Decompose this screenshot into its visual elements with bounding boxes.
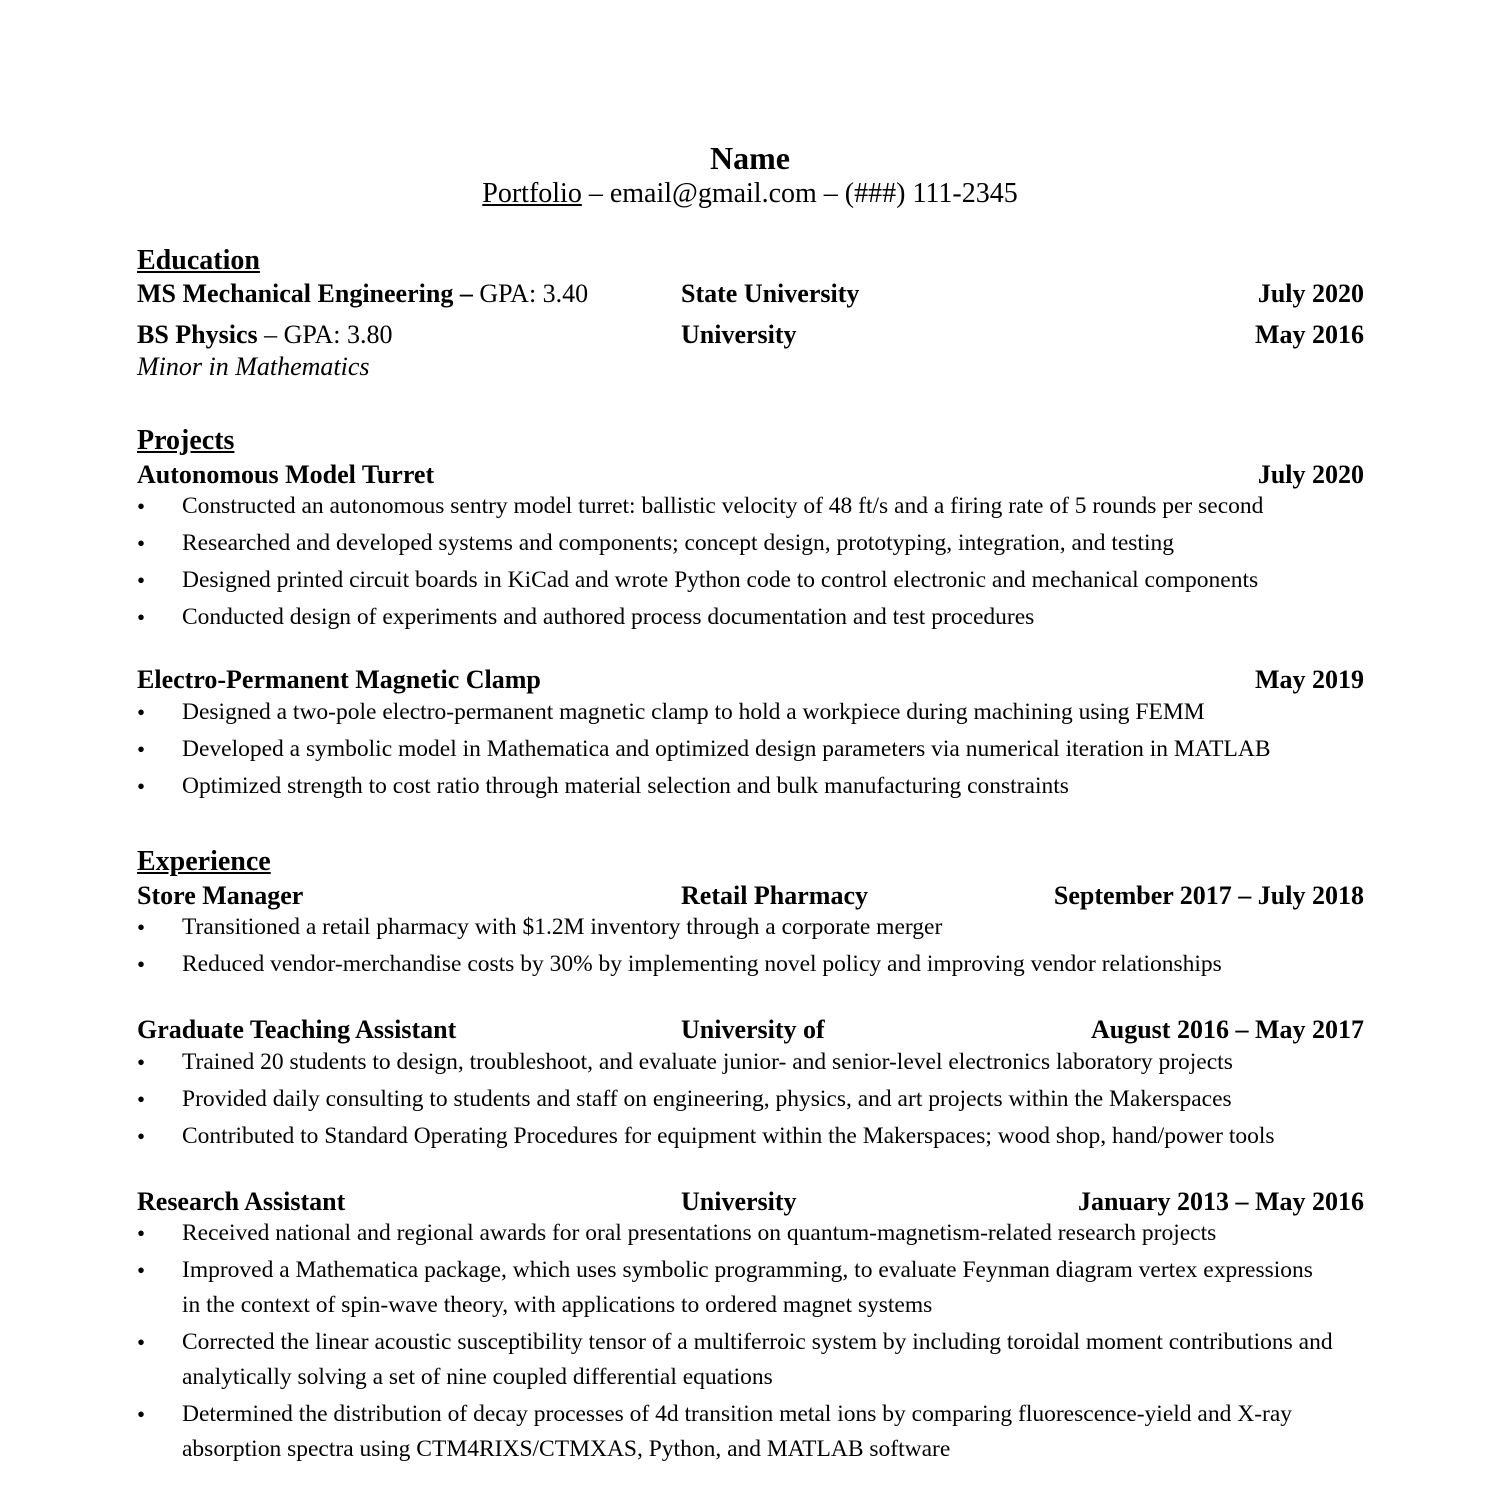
date: July 2020 [1257, 279, 1364, 308]
organization: Retail Pharmacy [681, 881, 869, 910]
list-item: • Reduced vendor-merchandise costs by 30% by implementing novel policy and improving vendor relationships [137, 947, 1367, 982]
list-item: • Developed a symbolic model in Mathematica and optimized design parameters via numerical iteration in MATLAB [137, 732, 1367, 767]
role: Research Assistant [137, 1187, 346, 1216]
list-item: • Conducted design of experiments and authored process documentation and test procedures [137, 600, 1367, 635]
bullet-list [137, 695, 1367, 806]
degree [137, 319, 393, 351]
bullet-list [137, 1045, 1367, 1156]
school: State University [681, 279, 860, 308]
contact-line [0, 176, 1500, 212]
list-item: • Researched and developed systems and components; concept design, prototyping, integration, and testing [137, 526, 1367, 561]
date: August 2016 – May 2017 [1090, 1015, 1364, 1044]
date: May 2019 [1254, 665, 1364, 694]
portfolio-link[interactable]: Portfolio [482, 178, 582, 209]
list-item: • Trained 20 students to design, troubleshoot, and evaluate junior- and senior-level electronics laboratory projects [137, 1045, 1367, 1080]
degree-name: BS Physics [137, 320, 258, 349]
school: University [681, 320, 797, 349]
gpa: GPA: 3.40 [472, 279, 589, 308]
list-item: • Received national and regional awards for oral presentations on quantum-magnetism-related research projects [137, 1216, 1337, 1251]
candidate-name: Name [710, 140, 790, 176]
list-item: • Designed printed circuit boards in KiCad and wrote Python code to control electronic and mechanical components [137, 563, 1367, 598]
role: Store Manager [137, 881, 304, 910]
project-header [137, 664, 1364, 696]
list-item: • Constructed an autonomous sentry model turret: ballistic velocity of 48 ft/s and a firing rate of 5 rounds per second [137, 489, 1367, 524]
degree [137, 278, 588, 310]
phone-text: (###) 111-2345 [844, 178, 1018, 209]
education-entry [137, 319, 1364, 351]
experience-header [137, 880, 1364, 912]
list-item: • Determined the distribution of decay processes of 4d transition metal ions by comparing fluorescence-yield and X-ray absorption spectra using CTM4RIXS/CTMXAS, Python, and MATLAB software [137, 1397, 1337, 1467]
date: September 2017 – July 2018 [1053, 881, 1364, 910]
list-item: • Optimized strength to cost ratio through material selection and bulk manufacturing constraints [137, 769, 1367, 804]
bullet-list [137, 910, 1367, 984]
list-item: • Transitioned a retail pharmacy with $1.2M inventory through a corporate merger [137, 910, 1367, 945]
education-entry [137, 278, 1364, 310]
date: January 2013 – May 2016 [1078, 1187, 1364, 1216]
date: May 2016 [1254, 320, 1364, 349]
section-title-education: Education [137, 245, 260, 276]
email-text: email@gmail.com [609, 178, 817, 209]
organization: University [681, 1187, 797, 1216]
project-name: Electro-Permanent Magnetic Clamp [137, 665, 541, 694]
project-name: Autonomous Model Turret [137, 460, 435, 489]
bullet-list [137, 1216, 1337, 1469]
gpa: – GPA: 3.80 [257, 320, 393, 349]
contact-separator: – [816, 178, 845, 209]
role: Graduate Teaching Assistant [137, 1015, 457, 1044]
section-title-projects: Projects [137, 425, 235, 456]
degree-name: MS Mechanical Engineering – [137, 279, 473, 308]
contact-separator: – [581, 178, 610, 209]
section-title-experience: Experience [137, 846, 271, 877]
list-item: • Provided daily consulting to students and staff on engineering, physics, and art projects within the Makerspaces [137, 1082, 1367, 1117]
list-item: • Corrected the linear acoustic susceptibility tensor of a multiferroic system by including toroidal moment contributions and analytically solving a set of nine coupled differential equations [137, 1325, 1337, 1395]
list-item: • Designed a two-pole electro-permanent magnetic clamp to hold a workpiece during machining using FEMM [137, 695, 1367, 730]
experience-header [137, 1186, 1364, 1218]
organization: University of [681, 1015, 825, 1044]
project-header [137, 459, 1364, 491]
bullet-list [137, 489, 1367, 637]
list-item: • Improved a Mathematica package, which uses symbolic programming, to evaluate Feynman diagram vertex expressions in the context of spin-wave theory, with applications to ordered magnet systems [137, 1253, 1337, 1323]
date: July 2020 [1257, 460, 1364, 489]
list-item: • Contributed to Standard Operating Procedures for equipment within the Makerspaces; wood shop, hand/power tools [137, 1119, 1367, 1154]
experience-header [137, 1014, 1364, 1046]
minor: Minor in Mathematics [137, 352, 370, 381]
